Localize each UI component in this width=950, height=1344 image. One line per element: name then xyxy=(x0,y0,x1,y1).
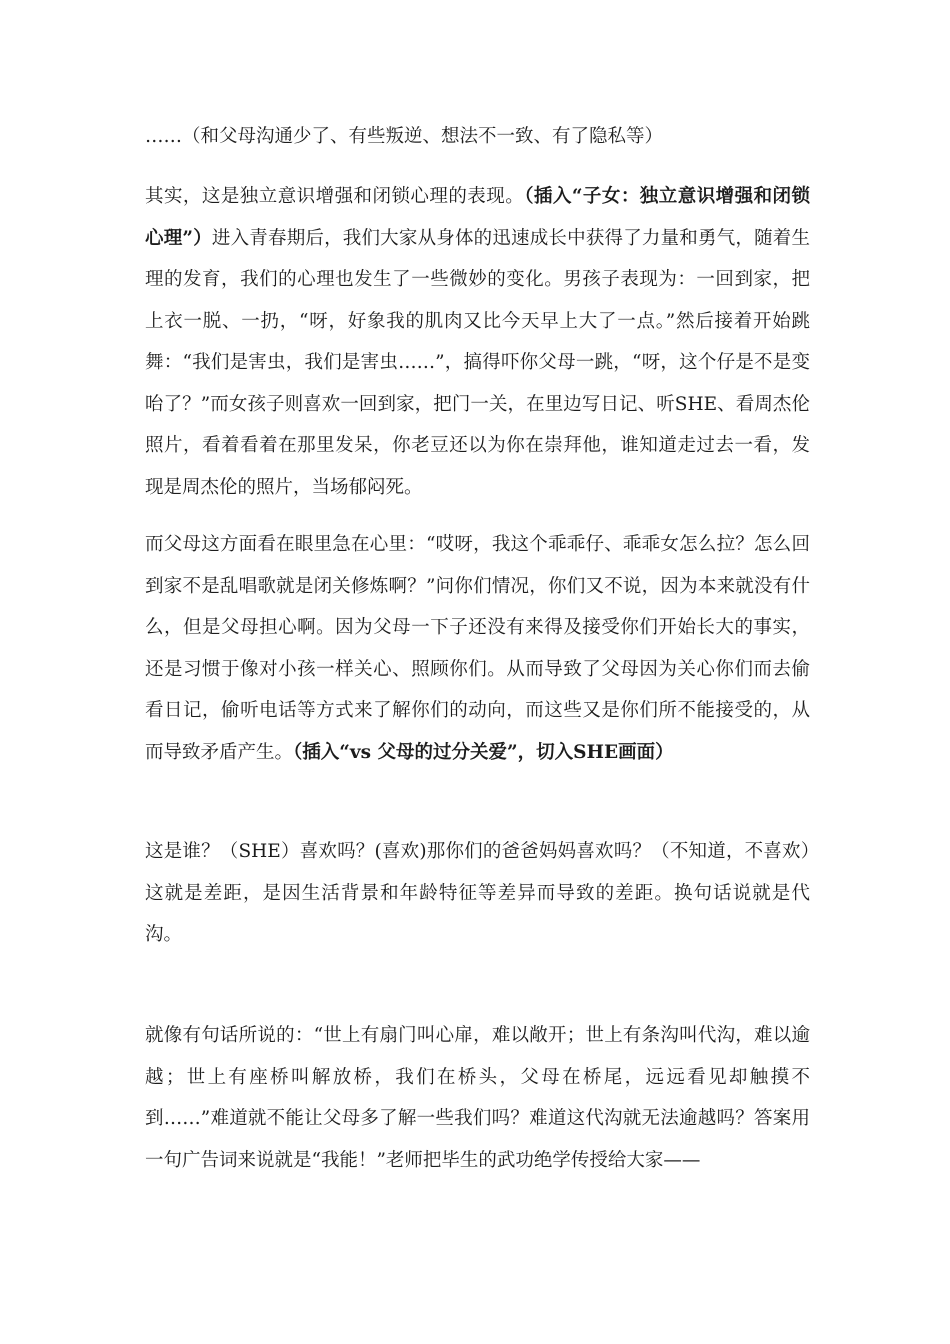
paragraph-3-body: 而父母这方面看在眼里急在心里：“哎呀，我这个乖乖仔、乖乖女怎么拉？怎么回到家不是乱唱歌就是闭关修炼啊？”问你们情况，你们又不说，因为本来就没有什么，但是父母担心啊。因为父母一下子还没有来得及接受你们开始长大的事实，还是习惯于像对小孩一样关心、照顾你们。从而导致了父母因为关心你们而去偷看日记，偷听电话等方式来了解你们的动向，而这些又是你们所不能接受的，从而导致矛盾产生。 xyxy=(145,534,810,763)
paragraph-1 xyxy=(145,116,810,158)
paragraph-4-text: 这是谁？（SHE）喜欢吗？(喜欢)那你们的爸爸妈妈喜欢吗？（不知道，不喜欢）这就是差距，是因生活背景和年龄特征等差异而导致的差距。换句话说就是代沟。 xyxy=(145,841,810,945)
paragraph-5-text: 就像有句话所说的：“世上有扇门叫心扉，难以敞开；世上有条沟叫代沟，难以逾越；世上有座桥叫解放桥，我们在桥头，父母在桥尾，远远看见却触摸不到……”难道就不能让父母多了解一些我们吗？难道这代沟就无法逾越吗？答案用一句广告词来说就是“我能！”老师把毕生的武功绝学传授给大家—— xyxy=(145,1025,810,1171)
paragraph-3-insert-note: （插入“vs 父母的过分关爱”，切入SHE画面） xyxy=(293,741,674,763)
paragraph-1-text: ……（和父母沟通少了、有些叛逆、想法不一致、有了隐私等） xyxy=(145,126,664,147)
paragraph-2-body: 进入青春期后，我们大家从身体的迅速成长中获得了力量和勇气，随着生理的发育，我们的心理也发生了一些微妙的变化。男孩子表现为：一回到家，把上衣一脱、一扔，“呀，好象我的肌肉又比今天早上大了一点。”然后接着开始跳舞：“我们是害虫，我们是害虫……”，搞得吓你父母一跳，“呀，这个仔是不是变咍了？”而女孩子则喜欢一回到家，把门一关，在里边写日记、听SHE、看周杰伦照片，看着看着在那里发呆，你老豆还以为你在崇拜他，谁知道走过去一看，发现是周杰伦的照片，当场郁闷死。 xyxy=(145,227,810,498)
paragraph-2-lead: 其实，这是独立意识增强和闭锁心理的表现。 xyxy=(145,186,525,207)
paragraph-3 xyxy=(145,524,810,773)
paragraph-2 xyxy=(145,176,810,508)
paragraph-2-insert-note: （插入“子女：独立意识增强和闭锁心理”） xyxy=(145,186,810,249)
paragraph-5 xyxy=(145,1015,810,1181)
paragraph-4 xyxy=(145,831,810,956)
